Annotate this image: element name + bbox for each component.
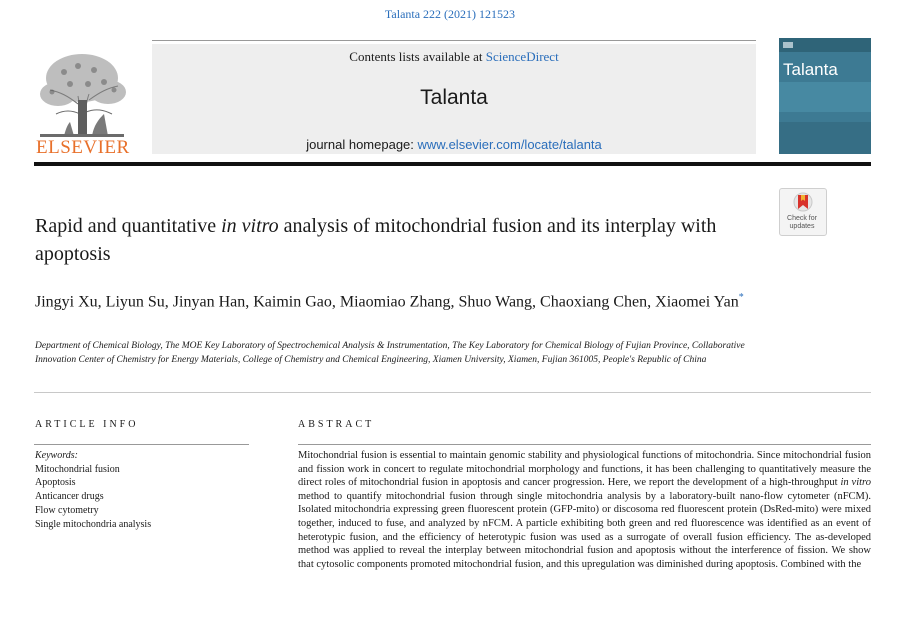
abstract-heading: ABSTRACT — [298, 419, 375, 430]
keywords-label: Keywords: — [35, 450, 78, 461]
abstract-text-1: Mitochondrial fusion is essential to maintain genomic stability and physiological functions of mitochondria. Since mitochondrial fusion and fission work in concert to regulate mitochondrial morphology and functions, it has been challenging to quantitatively measure the direct roles of mitochondrial fusion in apoptosis and cancer progression. Here, we report the development of a high-throughput — [298, 450, 871, 489]
badge-label: Check for updates — [787, 215, 817, 230]
article-title — [35, 212, 755, 268]
contents-prefix: Contents lists available at — [349, 49, 486, 64]
journal-homepage-link[interactable]: www.elsevier.com/locate/talanta — [417, 137, 602, 152]
homepage-prefix: journal homepage: — [306, 137, 418, 152]
section-divider — [34, 392, 871, 393]
contents-line — [152, 49, 756, 65]
title-italic: in vitro — [221, 215, 279, 237]
journal-citation[interactable]: Talanta 222 (2021) 121523 — [384, 7, 516, 21]
top-divider — [152, 40, 756, 41]
article-info-rule — [34, 444, 249, 445]
elsevier-wordmark: ELSEVIER — [36, 137, 130, 158]
keyword-item: Apoptosis — [35, 477, 76, 489]
keyword-item: Single mitochondria analysis — [35, 518, 152, 530]
abstract-italic: in vitro — [840, 477, 872, 489]
abstract-text-2: method to quantify mitochondrial fusion through single mitochondria analysis by a laboratory-built nano-flow cytometer (nFCM). Isolated mitochondria expressing green fluorescent protein (GFP-mito) or discosoma red fluorescent protein (DsRed-mito) were mixed together, induced to fuse, and analyzed by nFCM. A particle exhibiting both green and red fluorescence was identified as an event of heterotypic fusion, and the efficiency of heterotypic fusion was used as a surrogate of overall fusion efficiency. The as-developed method was applied to reveal the interplay between mitochondrial fusion and apoptosis without the interference of fission. We show that cytosolic components promoted mitochondrial fusion, and this upregulation was diminished during apoptosis. Combined with the — [298, 490, 871, 570]
header-divider — [34, 162, 871, 166]
keyword-item: Mitochondrial fusion — [35, 463, 120, 475]
keyword-item: Flow cytometry — [35, 504, 99, 516]
cover-title: Talanta — [783, 60, 838, 79]
sciencedirect-link[interactable]: ScienceDirect — [485, 49, 559, 64]
corresponding-author-mark[interactable]: * — [738, 292, 744, 303]
title-part-1: Rapid and quantitative — [35, 215, 222, 237]
keywords-section — [35, 449, 255, 531]
author-names[interactable]: Jingyi Xu, Liyun Su, Jinyan Han, Kaimin Gao, Miaomiao Zhang, Shuo Wang, Chaoxiang Chen, Xiaomei Yan — [35, 293, 739, 311]
article-info-heading: ARTICLE INFO — [35, 419, 139, 430]
keyword-list — [35, 463, 255, 532]
abstract-body — [298, 449, 871, 571]
keyword-item: Anticancer drugs — [35, 491, 104, 503]
author-list — [35, 287, 775, 313]
homepage-line — [152, 137, 756, 152]
abstract-paragraph — [298, 449, 871, 571]
title-part-2: analysis of mitochondrial fusion and its interplay with apoptosis — [35, 215, 717, 265]
bookmark-icon — [780, 189, 826, 213]
affiliation: Department of Chemical Biology, The MOE Key Laboratory of Spectrochemical Analysis & Instrumentation, The Key Laboratory for Chemical Biology of Fujian Province, Collaborative Innovation Center of Chemistry for Energy Materials, College of Chemistry and Chemical Engineering, Xiamen University, Xiamen, Fujian 361005, People's Republic of China — [35, 341, 745, 365]
journal-title: Talanta — [420, 86, 488, 109]
journal-cover-image[interactable] — [779, 38, 871, 154]
abstract-rule — [298, 444, 871, 445]
